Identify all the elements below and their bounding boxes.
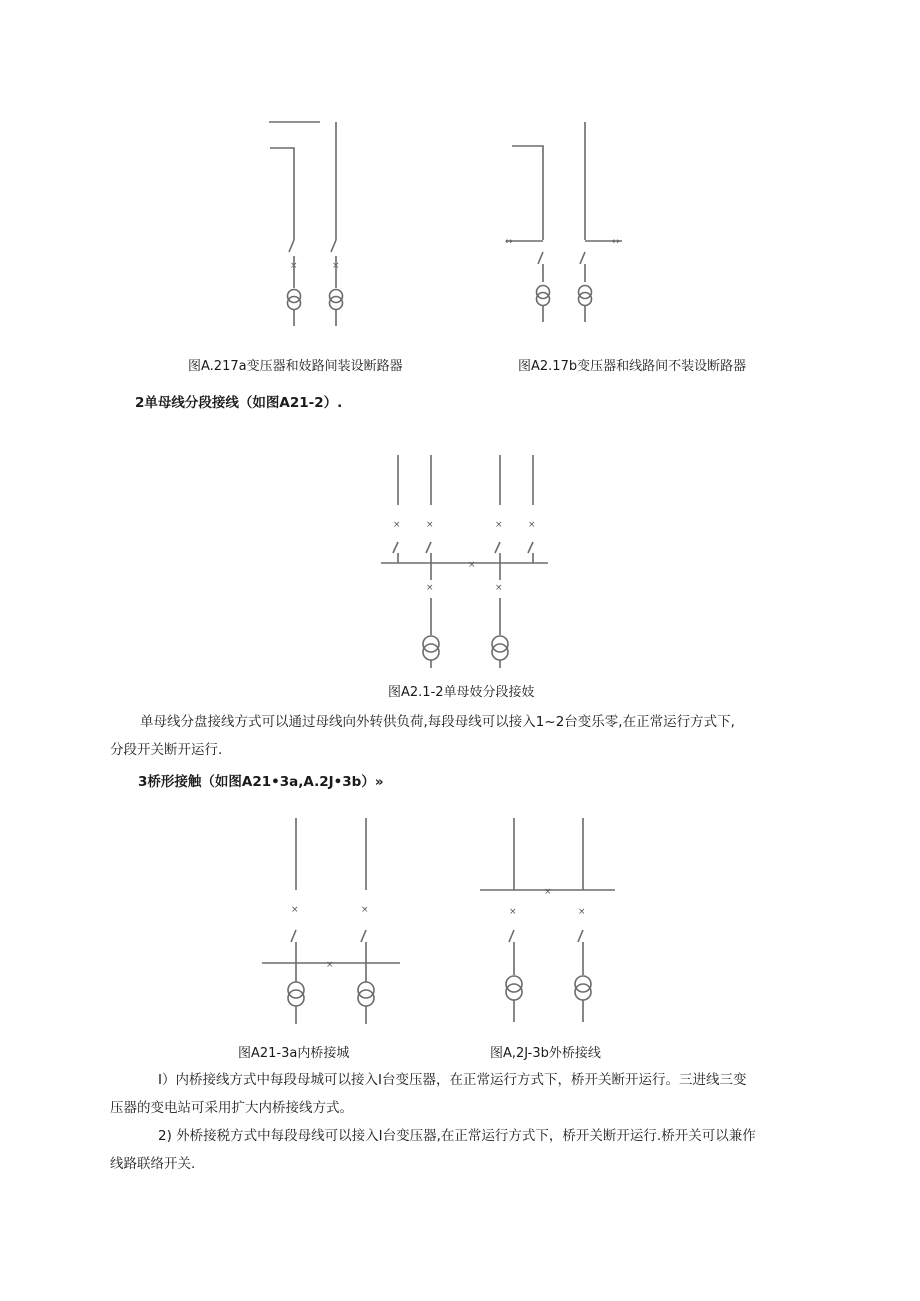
list-item-1-line1: I）内桥接线方式中每段母城可以接入I台变压器，在正常运行方式下，桥开关断开运行。三进线三变 <box>158 1072 747 1088</box>
line-incoming-left <box>270 148 294 240</box>
diagram-fig-a217b <box>505 122 622 322</box>
fig-a217a-caption: 图A.217a变压器和妓路间装设断路器 <box>188 359 403 374</box>
svg-text:×: × <box>509 907 517 917</box>
svg-text:×: × <box>426 520 434 530</box>
diagram-fig-a217a <box>269 122 343 326</box>
feeder-4 <box>528 455 536 563</box>
list-item-2-line1: 2) 外桥接税方式中每段母线可以接入I台变压器,在正常运行方式下，桥开关断开运行.桥开关可以兼作 <box>158 1128 756 1144</box>
tie-end-right: ↔ <box>612 237 620 247</box>
diagram-fig-a213b <box>480 818 615 1022</box>
tie-end-left: ↔ <box>505 237 513 247</box>
fig-a212-caption: 图A2.1-2单母妓分段接妓 <box>388 685 535 700</box>
switch-blade-left <box>289 240 294 252</box>
svg-text:×: × <box>291 905 299 915</box>
section-heading-2: 2单母线分段接线（如图A21-2）. <box>135 395 343 411</box>
bridge-breaker-mark: × <box>326 960 334 970</box>
list-item-2-line2: 线路联络开关. <box>110 1156 196 1172</box>
line-incoming-left <box>512 146 543 240</box>
switch-blade-right <box>580 252 585 264</box>
fig-a213a-caption: 图A21-3a内桥接城 <box>238 1046 350 1061</box>
list-item-1-line2: 压器的变电站可采用扩大内桥接线方式。 <box>110 1100 353 1116</box>
feeder-3 <box>495 455 503 563</box>
svg-text:×: × <box>495 520 503 530</box>
section-breaker-mark: × <box>468 560 476 570</box>
paragraph-2-line2: 分段开关断开运行. <box>110 742 223 758</box>
fig-a217b-caption: 图A2.17b变压器和线路间不装设断路器 <box>518 359 747 374</box>
svg-text:×: × <box>495 583 503 593</box>
breaker-mark-left: × <box>290 261 298 271</box>
transformer-branch-right <box>492 563 508 668</box>
section-heading-3: 3桥形接触（如图A21•3a,A.2J•3b）» <box>138 774 384 790</box>
breaker-mark-right: × <box>332 261 340 271</box>
transformer-branch-left <box>423 563 439 668</box>
paragraph-2-line1: 单母线分盘接线方式可以通过母线向外转供负荷,每段母线可以接入1~2台变乐零,在正常运行方式下, <box>140 714 735 730</box>
svg-text:×: × <box>393 520 401 530</box>
line-branch-left <box>288 818 304 1024</box>
svg-text:×: × <box>528 520 536 530</box>
line-branch-right <box>358 818 374 1024</box>
svg-text:×: × <box>361 905 369 915</box>
switch-blade-left <box>538 252 543 264</box>
line-branch-right <box>575 818 591 1022</box>
svg-text:×: × <box>426 583 434 593</box>
feeder-2 <box>426 455 434 563</box>
fig-a213b-caption: 图A,2J-3b外桥接线 <box>490 1046 601 1061</box>
diagram-fig-a213a <box>262 818 400 1024</box>
bridge-breaker-mark: × <box>544 887 552 897</box>
feeder-1 <box>393 455 401 563</box>
switch-blade-right <box>331 240 336 252</box>
diagram-fig-a212 <box>381 455 548 668</box>
line-branch-left <box>506 818 522 1022</box>
svg-text:×: × <box>578 907 586 917</box>
